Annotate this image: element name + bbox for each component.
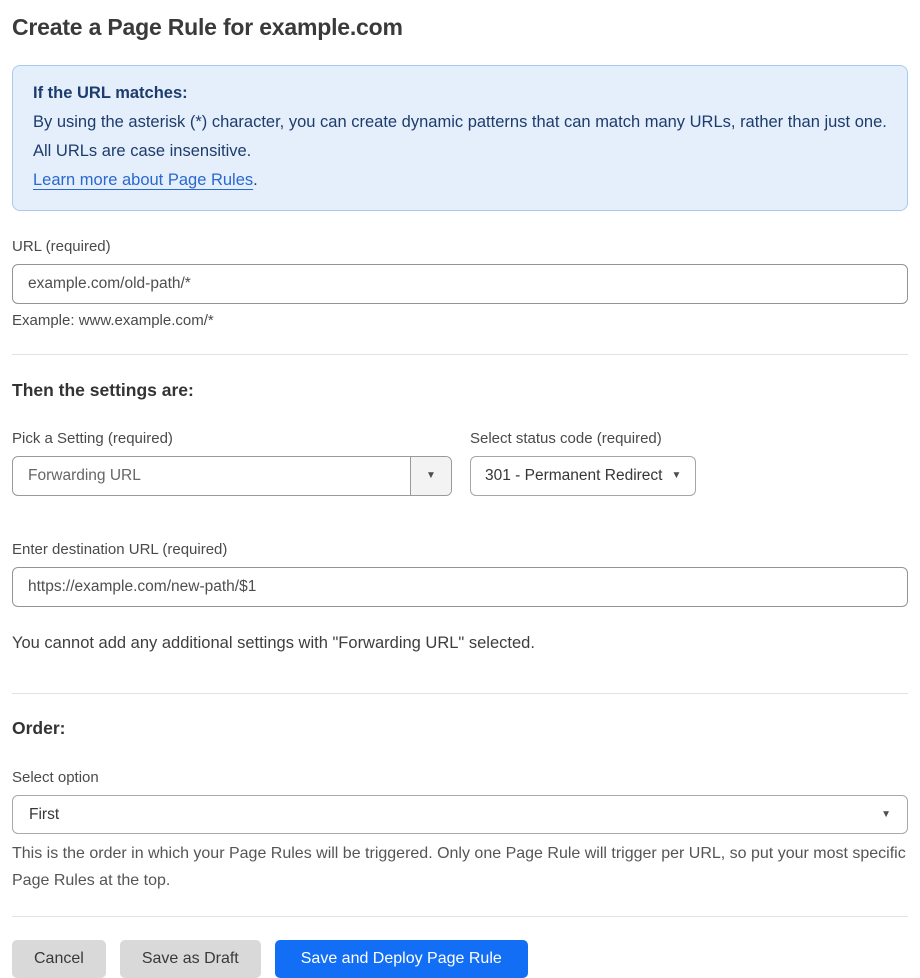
url-field-label: URL (required) <box>12 238 111 255</box>
chevron-down-icon: ▼ <box>881 808 891 820</box>
setting-picker-select[interactable] <box>12 456 452 496</box>
url-match-info-box <box>12 65 908 211</box>
order-section-heading: Order: <box>12 718 66 738</box>
settings-section-heading: Then the settings are: <box>12 380 194 400</box>
info-box-heading: If the URL matches: <box>33 84 188 102</box>
destination-url-label: Enter destination URL (required) <box>12 541 228 558</box>
learn-more-link[interactable]: Learn more about Page Rules <box>33 171 254 189</box>
save-and-deploy-button[interactable]: Save and Deploy Page Rule <box>275 940 528 978</box>
settings-row <box>12 430 908 496</box>
setting-picker-arrow-button[interactable] <box>410 457 451 495</box>
cancel-button[interactable]: Cancel <box>12 940 106 978</box>
divider <box>12 354 908 355</box>
save-as-draft-button[interactable]: Save as Draft <box>120 940 261 978</box>
order-select-value: First <box>29 805 60 823</box>
destination-url-input[interactable] <box>12 567 908 607</box>
status-code-value: 301 - Permanent Redirect <box>485 467 663 484</box>
setting-picker-column <box>12 430 452 496</box>
setting-picker-value: Forwarding URL <box>28 467 141 484</box>
page-title: Create a Page Rule for example.com <box>12 14 403 40</box>
divider <box>12 916 908 917</box>
url-field-hint: Example: www.example.com/* <box>12 312 214 329</box>
chevron-down-icon: ▼ <box>671 470 682 481</box>
forwarding-url-note: You cannot add any additional settings with "Forwarding URL" selected. <box>12 634 535 652</box>
order-hint: This is the order in which your Page Rules will be triggered. Only one Page Rule will trigger per URL, so put your most specific Page Rules at the top. <box>12 845 906 889</box>
form-actions <box>12 940 908 978</box>
status-code-column <box>470 430 696 496</box>
info-box-body: By using the asterisk (*) character, you can create dynamic patterns that can match many URLs, rather than just one. All URLs are case insensitive. <box>33 113 887 160</box>
setting-picker-label: Pick a Setting (required) <box>12 430 173 447</box>
link-suffix: . <box>253 171 258 189</box>
url-input[interactable] <box>12 264 908 304</box>
info-box-link-line <box>33 166 887 195</box>
order-select-label: Select option <box>12 769 99 786</box>
status-code-label: Select status code (required) <box>470 430 662 447</box>
order-select[interactable] <box>12 795 908 834</box>
status-code-select[interactable] <box>470 456 696 496</box>
chevron-down-icon: ▼ <box>426 470 436 481</box>
destination-url-block <box>12 541 908 607</box>
divider <box>12 693 908 694</box>
